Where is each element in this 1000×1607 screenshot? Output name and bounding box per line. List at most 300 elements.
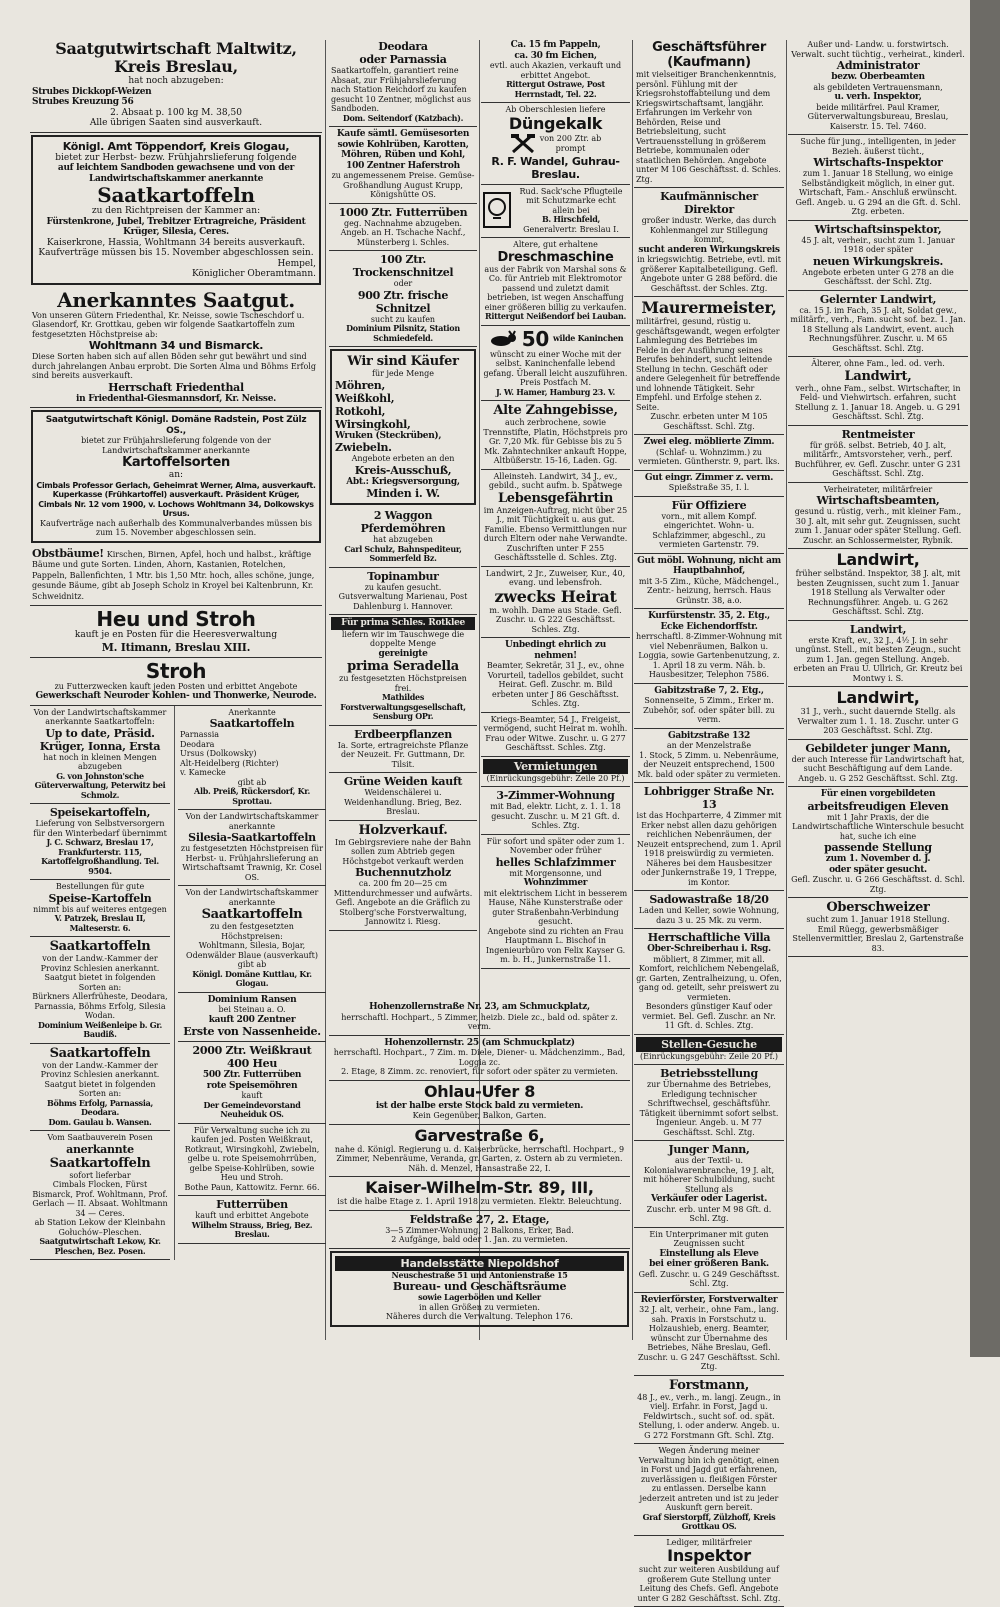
ad-title: Inspektor [636,1547,782,1565]
ad-text: vorn., mit allem Kompf. eingerichtet. Wohn- u. Schlafzimmer, abgeschl., zu vermieten Gartenstr. 79. [636,512,782,550]
ad-text: sucht anderen Wirkungskreis [636,245,782,256]
ad-text: ist die halbe Etage z. 1. April 1918 zu vermieten. Elektr. Beleuchtung. [331,1197,628,1207]
ad-text: bietet zur Herbst- bezw. Frühjahrslieferung folgende [36,153,316,164]
column-rule [632,40,633,1340]
ad-text: Ztr. Futterrüben [224,1070,302,1080]
ad-title: Holzverkauf. [331,823,475,838]
ad-sadowastr [634,891,784,929]
ad-text: aus der Textil- u. Kolonialwarenbranche, 19 J. alt, mit höherer Schulbildung, sucht Stellung als [636,1156,782,1194]
ad-text: 2 Aufgänge, bald oder 1. Jan. zu vermieten. [331,1235,628,1245]
column-rule [786,40,787,1340]
ad-title: Gelernter Landwirt, [790,293,966,306]
ad-text: herrschaftl. Hochpart., 5 Zimmer, heizb. Diele zc., bald od. später z. verm. [331,1013,628,1032]
ad-text: hat noch in kleinen Mengen abzugeben [32,753,168,772]
ad-text: Alb. Preiß, Rückersdorf, Kr. Sprottau. [180,787,324,806]
ad-landwirt-4 [788,687,968,740]
ad-duengekalk [481,103,630,185]
ad-text: Alleinsteh. Landwirt, 34 J., ev., gebild., sucht aufm. b. Spätwege [483,472,628,491]
ad-text: Generalvertr. Breslau I. [514,225,628,235]
ad-text: Wilhelm Strauss, Brieg, Bez. Breslau. [180,1221,324,1240]
ad-kaninchen [481,326,630,402]
ad-zahngebisse [481,401,630,470]
ad-text: gereinigte [331,649,475,660]
ad-text: anerkannte [32,1143,168,1156]
ad-radstein [31,410,321,543]
ad-text: Rud. Sack'sche Pflugteile [514,187,628,197]
ad-wirtschafts-inspektor [788,135,968,221]
ad-kurfuerstenstr [634,609,784,684]
ad-text: Weidenschälerei u. Weidenhandlung. Brieg, Bez. Breslau. [331,788,475,817]
ad-title: Gut eingr. Zimmer z. verm. [636,473,782,484]
ad-title: Saatkartoffeln [32,1156,168,1171]
ad-kaiser-wilhelm [329,1177,630,1211]
ad-text: Dominium Pilsnitz, Station Schmiedefeld. [331,324,475,343]
ad-title: Sadowastraße 18/20 [636,893,782,906]
ad-heirat [481,567,630,639]
ad-text: ab Station Lekow der Kleinbahn Gołuchów–Pleschen. [32,1218,168,1237]
ad-text: sucht zu kaufen [331,315,475,325]
ad-text: Parnassia [180,730,324,740]
ad-title: Anerkanntes Saatgut. [32,289,320,311]
ad-kriegsbeamter [481,713,630,757]
ad-text: Angebote erbeten unter G 278 an die Geschäftsst. der Schl. Ztg. [790,268,966,287]
ad-landwirt-1 [788,357,968,426]
ad-text: an: [36,470,316,481]
ad-administrator [788,38,968,135]
ad-text: m. wohlh. Dame aus Stade. Gefl. Zuschr. u. G 222 Geschäftsst. Schles. Ztg. [483,606,628,635]
ad-text: mit Bad, elektr. Licht, z. 1. 1. 18 gesucht. Zuschr. u. M 21 Gft. d. Schles. Ztg. [483,802,628,831]
ad-pferdemoehren [329,507,477,568]
ad-text: großer industr. Werke, das durch Kohlenmangel zur Stillegung kommt, [636,216,782,245]
ad-text: B. Hirschfeld, [514,215,628,225]
ad-text: Saatgutwirtschaft Lekow, Kr. Pleschen, Bez. Posen. [32,1237,168,1256]
ad-signature: Königlicher Oberamtmann. [36,269,316,280]
ad-gabitzstr-132 [634,729,784,784]
ad-title: neuen Wirkungskreis. [790,255,966,268]
ad-list-item: Möhren, [335,379,471,392]
ad-text: Minden i. W. [335,487,471,500]
ad-title: Deodara [331,40,475,53]
trademark-seal-icon [483,192,511,228]
ad-text: militärfrei, gesund, rüstig u. geschäftsgewandt, wegen erfolgter Lahmlegung des Betriebes im Felde in der Ausführung seines Berufes behindert, sucht leitende Stellung in techn. Geschäft oder andere Gelegenheit für betreffende und lohnende Tätigkeit. Sehr Empfehl. und Erfolge stehen z. Seite. [636,317,782,412]
ad-text: für größ. selbst. Betrieb, 40 J. alt, militärfr., Amtsvorsteher, verh., perf. Buchführer, ev. Gefl. Zuschr. unter G 231 Geschäftsst. Schl. Ztg. [790,441,966,479]
ad-gebildeter-mann [788,740,968,788]
ad-deodara [329,38,477,127]
ad-heading: Saatgutwirtschaft Königl. Domäne Radstein, Post Zülz OS., [36,415,316,436]
ad-text: 1. Stock, 5 Zimm. u. Nebenräume, der Neuzeit entsprechend, 1500 Mk. bald oder später zu vermieten. [636,751,782,780]
ad-title: Kurfürstenstr. 35, 2. Etg., Ecke Eichendorffstr. [636,611,782,632]
ad-text: Von der Landwirtschaftskammer anerkannte [180,812,324,831]
ad-text: Ein Unterprimaner mit guten Zeugnissen sucht [636,1230,782,1249]
ad-text: zu festgesetzten Höchstpreisen für Herbst- u. Frühjahrslieferung an Wirtschaftsamt Trawnig, Kr. Cosel OS. [180,844,324,882]
ad-text: zu den festgesetzten Höchstpreisen: [180,922,324,941]
ad-title: oder Parnassia [331,53,475,66]
ad-text: Kirschen, Birnen, Apfel, hoch und halbst., kräftige Bäume und gute Sorten. Linden, Ahorn, Kastanien, Rotelchen, Pappeln, Ballenfichten, 1 Mtr. bis 1,50 Mtr. hoch, alles schöne, junge, gesunde Bäume, gibt ab Joseph Scholz in Kroyel bei Kaltenbrunn, Kr. Schweidnitz. [32,550,314,601]
ad-title: Hohenzollernstraße Nr. 23, am Schmuckplatz, [331,1002,628,1013]
ad-text: bietet zur Frühjahrslieferung folgende von der Landwirtschaftskammer anerkannte [36,436,316,455]
ad-title: Saatkartoffeln [32,939,168,954]
hammer-pick-icon [510,133,536,155]
ad-text: Wohltmann, Silesia, Bojar, Odenwälder Blaue (ausverkauft) [180,941,324,960]
ad-text: Gefl. Zuschr. u. G 266 Geschäftsst. d. Schl. Ztg. [790,875,966,894]
ad-title: Kaufmännischer Direktor [636,190,782,216]
ad-toeppendorf [31,135,321,285]
ad-gemuese [329,127,477,204]
ad-futterrueben [178,1196,326,1244]
section-vermietungen [481,757,630,788]
column-1 [30,38,322,1338]
ad-text: mit Schutzmarke echt allein bei [514,196,628,215]
ad-text: G. von Johnston'sche Güterverwaltung, Peterwitz bei Schmolz. [32,772,168,801]
ad-oberschweizer [788,898,968,957]
ad-gabitzstr-7 [634,684,784,729]
ad-text: 2. Absaat p. 100 kg M. 38,50 [32,108,320,119]
ad-title: Geschäftsführer (Kaufmann) [636,40,782,70]
ad-text: oder [331,279,475,289]
ad-text: Dominium Weißenleipe b. Gr. Baudiß. [32,1021,168,1040]
ad-text: Saatkartoffeln, garantiert reine Absaat, zur Frühjahrslieferung nach Station Reichdorf zu kaufen gesucht 10 Zentner, möglichst aus Sandboden. [331,66,475,114]
ad-text: der auch Interesse für Landwirtschaft hat, sucht Beschäftigung auf dem Lande. Angeb. u. G 252 Geschäftsst. Schl. Ztg. [790,755,966,784]
ad-text: herrschaftl. 8-Zimmer-Wohnung mit viel Nebenräumen, Balkon u. Loggia, sowie Gartenbenutzung, z. 1. April 18 zu verm. Näh. b. Hausbesitzer, Telephon 7586. [636,632,782,680]
ad-text-group [540,134,602,153]
ad-text: hat abzugeben [331,535,475,545]
ad-text: als gebildeten Vertrauensmann, [790,83,966,93]
ad-text: Der Gemeindevorstand Neuheiduk OS. [180,1101,324,1120]
ad-text: ca. 200 fm 20—25 cm Mittendurchmesser und aufwärts. [331,879,475,898]
ad-text: mit 3-5 Zim., Küche, Mädchengel., Zentr.- heizung, herrsch. Haus Grünstr. 38, a.o. [636,577,782,606]
ad-gelernter-landwirt [788,291,968,358]
ad-landwirt-3 [788,621,968,688]
ad-title: Erste von Nassenheide. [180,1025,324,1038]
ad-logo-row [483,328,628,350]
ad-text: 31 J., verh., sucht dauernde Stellg. als Verwalter zum 1. 1. 18. Zuschr. unter G 203 Geschäftsst. Schl. Ztg. [790,707,966,736]
ad-text: sowie Lagerböden und Keller [335,1293,624,1303]
ad-text: v. Kamecke [180,768,324,778]
ad-text: Diese Sorten haben sich auf allen Böden sehr gut bewährt und sind durch jahrelangen Anbau erprobt. Die Sorten Alma und Böhms Erfolg sind bereits ausverkauft. [32,352,320,381]
ad-title: Dreschmaschine [483,250,628,265]
ad-junger-mann [634,1141,784,1228]
ad-text: möbliert, 8 Zimmer, mit all. Komfort, reichlichem Nebengelaß, gr. Garten, Zentralheizung, u. Ofen, gang od. geteilt, sehr preiswert zu vermieten. [636,955,782,1003]
ad-text: zu kaufen gesucht. [331,583,475,593]
ad-title: Wirtschaftsinspektor, [790,223,966,236]
ad-title: Saatgutwirtschaft Maltwitz, Kreis Breslau, [32,40,320,76]
ad-text: wünscht zu einer Woche mit der selbst. Kaninchenfalle lebend gefang. Überall leicht auszuführen. Preis Postfach M. [483,350,628,388]
ad-title: 900 Ztr. frische Schnitzel [331,289,475,315]
ad-title: Topinambur [331,570,475,583]
ad-holzverkauf [329,821,477,931]
ad-text: Dominium Ransen [180,995,324,1006]
ad-text: erste Kraft, ev., 32 J., 4½ J. in sehr ungünst. Stell., mit besten Zeugn., sucht zum 1. Jan. gegen Stellung. Angeb. erbeten an Frau U. Ullrich, Gr. Kreutz bei Montwy i. S. [790,636,966,684]
column-4 [634,38,784,1338]
ad-text: 3—5 Zimmer-Wohnung, 2 Balkons, Erker, Bad. [331,1226,628,1236]
ad-title: Futterrüben [180,1198,324,1211]
ad-title: Unbedingt ehrlich zu nehmen! [483,640,628,661]
ad-title: Pferdemöhren [331,522,475,535]
ad-text: Königl. Domäne Kuttlau, Kr. Glogau. [180,970,324,989]
ad-title: Kaiser-Wilhelm-Str. 89, III, [331,1179,628,1197]
ad-list-item: Wruken (Steckrüben), [335,431,471,442]
ad-text: 2000 Ztr. Weißkraut [180,1044,324,1057]
ad-text: von der Landw.-Kammer der Provinz Schlesien anerkannt. Saatgut bietet in folgenden Sorten an: [32,954,168,992]
ad-title: Landwirt, [790,551,966,569]
ad-text: Ab Oberschlesien liefere [483,105,628,115]
ad-text: Herrschaft Friedenthal [32,381,320,394]
ad-text: mit vielseitiger Branchenkenntnis, persönl. Fühlung mit der Kriegsrohstoffabteilung und dem Kriegswirtschaftsamt, langjähr. Erfahrungen im Verkehr von Behörden, Reise und Betriebsleitung, sucht Vertrauensstellung in größerem Betriebe, kommunalen oder staatlichen Behörden. Angebote unter M 106 Geschäftsst. d. Schles. Ztg. [636,70,782,184]
ad-text: Rittergut Ostrawe, Post Herrnstadt, Tel. 22. [483,80,628,99]
ad-text: ca. 15 J. im Fach, 35 J. alt, Soldat gew., militärfr., verh., Fam. sucht sof. bez. 1. Jan. 18 Stellung als Landwirt, event. auch Rechnungsführer. Zuschr. u. M 65 Geschäftsst. Schl. Ztg. [790,306,966,354]
ad-wirtschaftsbeamten [788,483,968,550]
ad-text: sucht zur weiteren Ausbildung auf großerem Gute Stellung unter Leitung des Chefs. Gefl. Angebote unter G 282 Geschäftsst. Schl. Ztg. [636,1565,782,1603]
ad-title: Stroh [32,660,320,682]
ad-title: Landwirt, [790,689,966,707]
ad-gaulau [30,1044,170,1132]
ad-pappeln [481,38,630,103]
ad-text: im Anzeigen-Auftrag, nicht über 25 J., mit Tüchtigkeit u. aus gut. Familie. Ebenso Vermittlungen nur durch Eltern oder nahe Verwandte. Zuschriften unter F 255 Geschäftsstelle d. Schles. Ztg. [483,506,628,563]
column-1-split [30,706,322,1261]
ad-text: kauft [180,1091,324,1101]
ad-text: Kaufverträge müssen bis 15. November abgeschlossen sein. [36,248,316,259]
ad-text: Böhms Erfolg, Parnassia, Deodara. [32,1099,168,1118]
ad-text: Sonnenseite, 5 Zimm., Erker m. Zubehör, sof. oder später bill. zu verm. [636,696,782,725]
ad-text: Kriegs-Beamter, 54 J., Freigeist, vermögend, sucht Heirat m. wohlh. Frau oder Witwe. Zuschr. u. G 277 Geschäftsst. Schles. Ztg. [483,715,628,753]
ad-text: 32 J. alt, verheir., ohne Fam., lang. sah. Praxis in Forstschutz u. Holzaushieb, energ. Beamter, wünscht zur Übernahme des Betriebes, Nähe Breslau, Gefl. Zuschr. u. G 247 Geschäftsst. Schl. Ztg. [636,1305,782,1372]
ad-text: zu den Richtpreisen der Kammer an: [36,206,316,217]
ad-title: zwecks Heirat [483,588,628,606]
ad-title: 3-Zimmer-Wohnung [483,789,628,802]
ad-text: Kein Gegenüber, Balkon, Garten. [331,1111,628,1121]
ad-moeblierte-zimmer [634,435,784,471]
ad-title: helles Schlafzimmer [483,856,628,869]
ad-stroh [30,658,322,706]
ad-list [180,730,324,778]
ad-text: Fürstenkrone, Jubel, Trebitzer Ertragreiche, Präsident Krüger, Silesia, Ceres. [36,217,316,238]
ad-rentmeister [788,426,968,483]
rental-span [329,1000,630,1329]
ad-text: kauft und erbittet Angebote [180,1211,324,1221]
ad-title: Saatkartoffeln [180,907,324,922]
section-stellen-gesuche [634,1035,784,1066]
ad-text: Außer und- Landw. u. forstwirtsch. Verwalt. sucht tüchtig., verheirat., kinderl. [790,40,966,59]
ad-text: Buchennutzholz [331,866,475,879]
ad-obstbaeume [30,545,322,607]
ad-title: Zwei eleg. möblierte Zimm. [636,437,782,448]
column-5 [788,38,968,1338]
ad-title: Lebensgefährtin [483,491,628,506]
ad-text: kauft 200 Zentner [180,1015,324,1026]
ad-text: J. C. Schwarz, Breslau 17, Frankfurterstr. 115, Kartoffelgroßhandlung. Tel. 9504. [32,838,168,876]
ad-text: ist der halbe erste Stock bald zu vermieten. [331,1101,628,1112]
ad-text: Heu [253,1057,278,1070]
ad-title: Gabitzstraße 132 [636,731,782,742]
ad-revierfoerster [634,1293,784,1376]
ad-title: Saatkartoffeln [36,184,316,206]
ad-title: Administrator [790,59,966,72]
ad-text: zu angemessenem Preise. Gemüse-Großhandlung August Krupp, Königshütte OS. [331,171,475,200]
ad-list-item: Rotkohl, [335,405,471,418]
ad-title: Für prima Schles. Rotklee [331,617,475,630]
ad-text: Rittergut Neißendorf bei Lauban. [483,312,628,322]
ad-landwirt-2 [788,549,968,621]
ad-text: gibt ab [180,778,324,788]
ad-futterrueben-tschache [329,204,477,252]
ad-title: Gut möbl. Wohnung, nicht am Hauptbahnhof, [636,556,782,577]
ad-ransen [178,993,326,1043]
ad-offiziere [634,497,784,554]
ad-text: für jede Menge [335,369,471,379]
ad-text: Kaufverträge nach außerhalb des Kommunalverbandes müssen bis zum 15. November abgeschlossen sein. [36,519,316,538]
ad-hohenzollern-23 [329,1000,630,1036]
ad-heu-stroh [30,606,322,658]
ad-betriebsstellung [634,1065,784,1141]
ad-text: nimmt bis auf weiteres entgegen [32,905,168,915]
ad-text: Emil Rüegg, gewerbsmäßiger Stellenvermittler, Breslau 2, Gartenstraße 83. [790,925,966,954]
ad-text: mit 1 Jahr Praxis, der die Landwirtschaftliche Winterschule besucht hat, suche ich eine [790,813,966,842]
ad-text: Graf Sierstorpff, Zülzhoff, Kreis Grottkau OS. [636,1513,782,1532]
ad-number: 50 [522,328,549,350]
ad-text: beide militärfrei. Paul Kramer, Güterverwaltungsbureau, Breslau, Kaiserstr. 15. Tel. 7460. [790,103,966,132]
ad-text: zum 1. Januar 18 Stellung, wo einige Selbständigkeit möglich, in einer gut. Wirtschaft, Fam.- Anschluß erwünscht. Gefl. Angeb. u. G 294 an die Gft. d. Schl. Ztg. erbeten. [790,169,966,217]
ad-text: Für einen vorgebildeten [790,789,966,800]
ad-text: Strubes Dickkopf-Weizen [32,87,320,98]
ad-text: Verkäufer oder Lagerist. [636,1194,782,1205]
ad-title: passende Stellung [790,841,966,854]
ad-logo-row [483,133,628,155]
ad-text: zur Übernahme des Betriebes, Erledigung technischer Schriftwechsel, geschäftsführ. Tätigkeit übernimmt sofort selbst. Ingenieur. Angeb. u. M 77 Geschäftsst. Schl. Ztg. [636,1080,782,1137]
ad-number: 500 [203,1070,221,1080]
section-title: Vermietungen [483,759,628,774]
ad-text: Mathildes Forstverwaltungsgesellschaft, Sensburg OPr. [331,693,475,722]
ad-moebl-wohnung [634,554,784,610]
ad-title: Kartoffelsorten [36,455,316,470]
ad-title: Bureau- und Geschäftsräume [335,1280,624,1293]
ad-text: mit elektrischem Licht in besserem Hause, Nähe Kunsterstraße oder guter Straßenbahn-Verbindung gesucht. [483,889,628,927]
ad-text: Von der Landwirtschaftskammer anerkannte [180,888,324,907]
ad-text: zu festgesetzten Höchstpreisen frei. [331,674,475,693]
ad-eleven [788,787,968,898]
ad-title: Saatkartoffeln [32,1046,168,1061]
ad-ohlau-ufer [329,1081,630,1125]
page-edge-shadow [970,0,1000,1357]
ad-title: Rentmeister [790,428,966,441]
ad-text: Besonders günstiger Kauf oder vermiet. Bel. Gefl. Zuschr. an Nr. 11 Gft. d. Schles. Ztg. [636,1002,782,1031]
ad-text: verh., ohne Fam., selbst. Wirtschafter, in Feld- und Viehwirtsch. erfahren, sucht Stellung z. 1. Januar 18. Angeb. u. G 291 Geschäftsst. Schl. Ztg. [790,384,966,422]
ad-title: prima Seradella [331,659,475,674]
ad-text: Alle übrigen Saaten sind ausverkauft. [32,118,320,129]
ad-text: früher selbständ. Inspektor, 38 J. alt, mit besten Zeugnissen, sucht zum 1. Januar 1918 Stellung als Verwalter oder Rechnungsführer. Angeb. u. G 262 Geschäftsst. Schl. Ztg. [790,569,966,617]
ad-text: Suche für jung., intelligenten, in jeder Bezieh. äußerst tücht., [790,137,966,156]
ad-3-zimmer [481,787,630,835]
ad-text: evtl. auch Akazien, verkauft und erbittet Angebot. [483,61,628,80]
ad-text: von 200 Ztr. ab [540,134,602,144]
ad-text: Abt.: Kriegsversorgung, [335,477,471,488]
ad-maltwitz [30,38,322,133]
ad-text: Verheirateter, militärfreier [790,485,966,495]
ad-text: oder später gesucht. [790,865,966,876]
ad-pflugteile [481,185,630,239]
ad-friedenthal [30,287,322,409]
ad-text: Cimbals Flocken, Fürst Bismarck, Prof. Wohltmann, Prof. Gerlach — II. Absaat. Wohltmann 34 — Ceres. [32,1180,168,1218]
ad-heading: Königl. Amt Töppendorf, Kreis Glogau, [36,140,316,153]
ad-text: Cimbals Professor Gerlach, Geheimrat Werner, Alma, ausverkauft. Kuperkasse (Frühkartoffel) ausverkauft. Präsident Krüger, Cimbals Nr. 12 vom 1900, v. Lochows Wohltmann 34, Dolkowskys Ursus. [36,481,316,519]
ad-text: Wohnzimmer [483,878,628,889]
ad-patrzek [30,880,170,937]
ad-text: Von der Landwirtschaftskammer anerkannte Saatkartoffeln: [32,708,168,727]
ad-geschaeftsfuehrer [634,38,784,188]
ad-title: Up to date, Präsid. Krüger, Ionna, Ersta [32,727,168,753]
ad-text: zum 1. November d. J. [790,854,966,865]
ad-lohbrigger [634,783,784,891]
ad-title: arbeitsfreudigen Eleven [790,800,966,813]
ad-text [180,1057,324,1070]
ad-title: Grüne Weiden kauft [331,775,475,788]
ad-inspektor [634,1536,784,1607]
ad-title: Einstellung als Eleve [636,1249,782,1260]
ad-text: Neuschestraße 51 und Antonienstraße 15 [335,1271,624,1281]
ad-text: gesund u. rüstig, verh., mit kleiner Fam., 30 J. alt, mit sehr gut. Zeugnissen, sucht zum 1. Januar oder später Stellung. Gefl. Zuschr. an Schlossermeister, Rybnik. [790,507,966,545]
ad-speisekartoffeln [30,804,170,880]
ad-title: 1000 Ztr. Futterrüben [331,206,475,219]
ad-text: sucht zum 1. Januar 1918 Stellung. [790,915,966,925]
ad-ehrlich [481,638,630,713]
ad-text: (Schlaf- u. Wohnzimm.) zu vermieten. Güntherstr. 9, part. lks. [636,448,782,467]
ad-text: u. verh. Inspektor, [790,92,966,103]
ad-title: Gabitzstraße 7, 2. Etg., [636,686,782,697]
ad-text: Von unseren Gütern Friedenthal, Kr. Neisse, sowie Tscheschdorf u. Glasendorf, Kr. Grottkau, geben wir folgende Saatkartoffeln zum festgesetzten Höchstpreise ab: [32,311,320,340]
ad-lebensgefaehrtin [481,470,630,567]
ad-title: Maurermeister, [636,299,782,317]
ad-text: bei Steinau a. O. [180,1005,324,1015]
ad-seradella [329,615,477,726]
ad-weissenleipe [30,937,170,1044]
ad-list-item: Wirsingkohl, [335,418,471,431]
ad-text: in allen Größen zu vermieten. [335,1303,624,1313]
ad-title: Betriebsstellung [636,1067,782,1080]
ad-title: Feldstraße 27, 2. Etage, [331,1213,628,1226]
ad-text: an der Menzelstraße [636,741,782,751]
ad-title: Herrschaftliche Villa [636,931,782,944]
ad-title: Oberschweizer [790,900,966,915]
ad-hohenzollern-25 [329,1036,630,1081]
ad-text: hat noch abzugeben: [32,76,320,87]
ad-text: Für Verwaltung suche ich zu kaufen jed. Posten Weißkraut, Rotkraut, Wirsingkohl, Zwiebeln, gelbe u. rote Speisemohrrüben, gelbe Speise-Kohlrüben, sowie Heu und Stroh. [180,1126,324,1183]
ad-schlafzimmer [481,835,630,969]
ad-text: kauft je en Posten für die Heeresverwaltung [32,630,320,641]
ad-text: auch zerbrochene, sowie Trennstifte, Platin, Höchstpreis pro Gr. 7,20 Mk. für Gebisse bis zu 5 Mk. Zahntechniker ankauft Hoppe, Altbüßerstr. 15-16, Laden. Gg. [483,418,628,466]
ad-weiden [329,773,477,821]
ad-schnitzel [329,251,477,347]
ad-text: nahe d. Königl. Regierung u. d. Kaiserbrücke, herrschaftl. Hochpart., 9 Zimmer, Nebenräume, Veranda, gr. Garten, z. Ostern ab zu vermieten. Näh. d. Menzel, Hansastraße 22, I. [331,1145,628,1174]
ad-text: V. Patrzek, Breslau II, Malteserstr. 6. [32,914,168,933]
ad-trawnig [178,810,326,886]
ad-text: liefern wir im Tauschwege die doppelte Menge [331,630,475,649]
ad-title: Landwirt, [790,623,966,636]
ad-title: Handelsstätte Niepoldshof [335,1256,624,1271]
ad-feldstrasse [329,1211,630,1249]
ad-text: Bestellungen für gute [32,882,168,892]
ad-text: Anerkannte [180,708,324,718]
ad-number: 400 [227,1057,249,1070]
ad-direktor [634,188,784,297]
ad-title: Ca. 15 fm Pappeln, [483,40,628,51]
ad-text: Angebote erbeten an den [335,454,471,464]
ad-unterprimaner [634,1228,784,1293]
ad-neuheiduk [178,1042,326,1124]
ad-text: Für sofort und später oder zum 1. November oder früher [483,837,628,856]
ad-text: Ober-Schreiberhau i. Rsg. [636,944,782,955]
ad-title: Hohenzollernstr. 25 (am Schmuckplatz) [331,1038,628,1049]
ad-text: M. Itimann, Breslau XIII. [32,641,320,654]
ad-title: Lohbrigger Straße Nr. 13 [636,785,782,811]
